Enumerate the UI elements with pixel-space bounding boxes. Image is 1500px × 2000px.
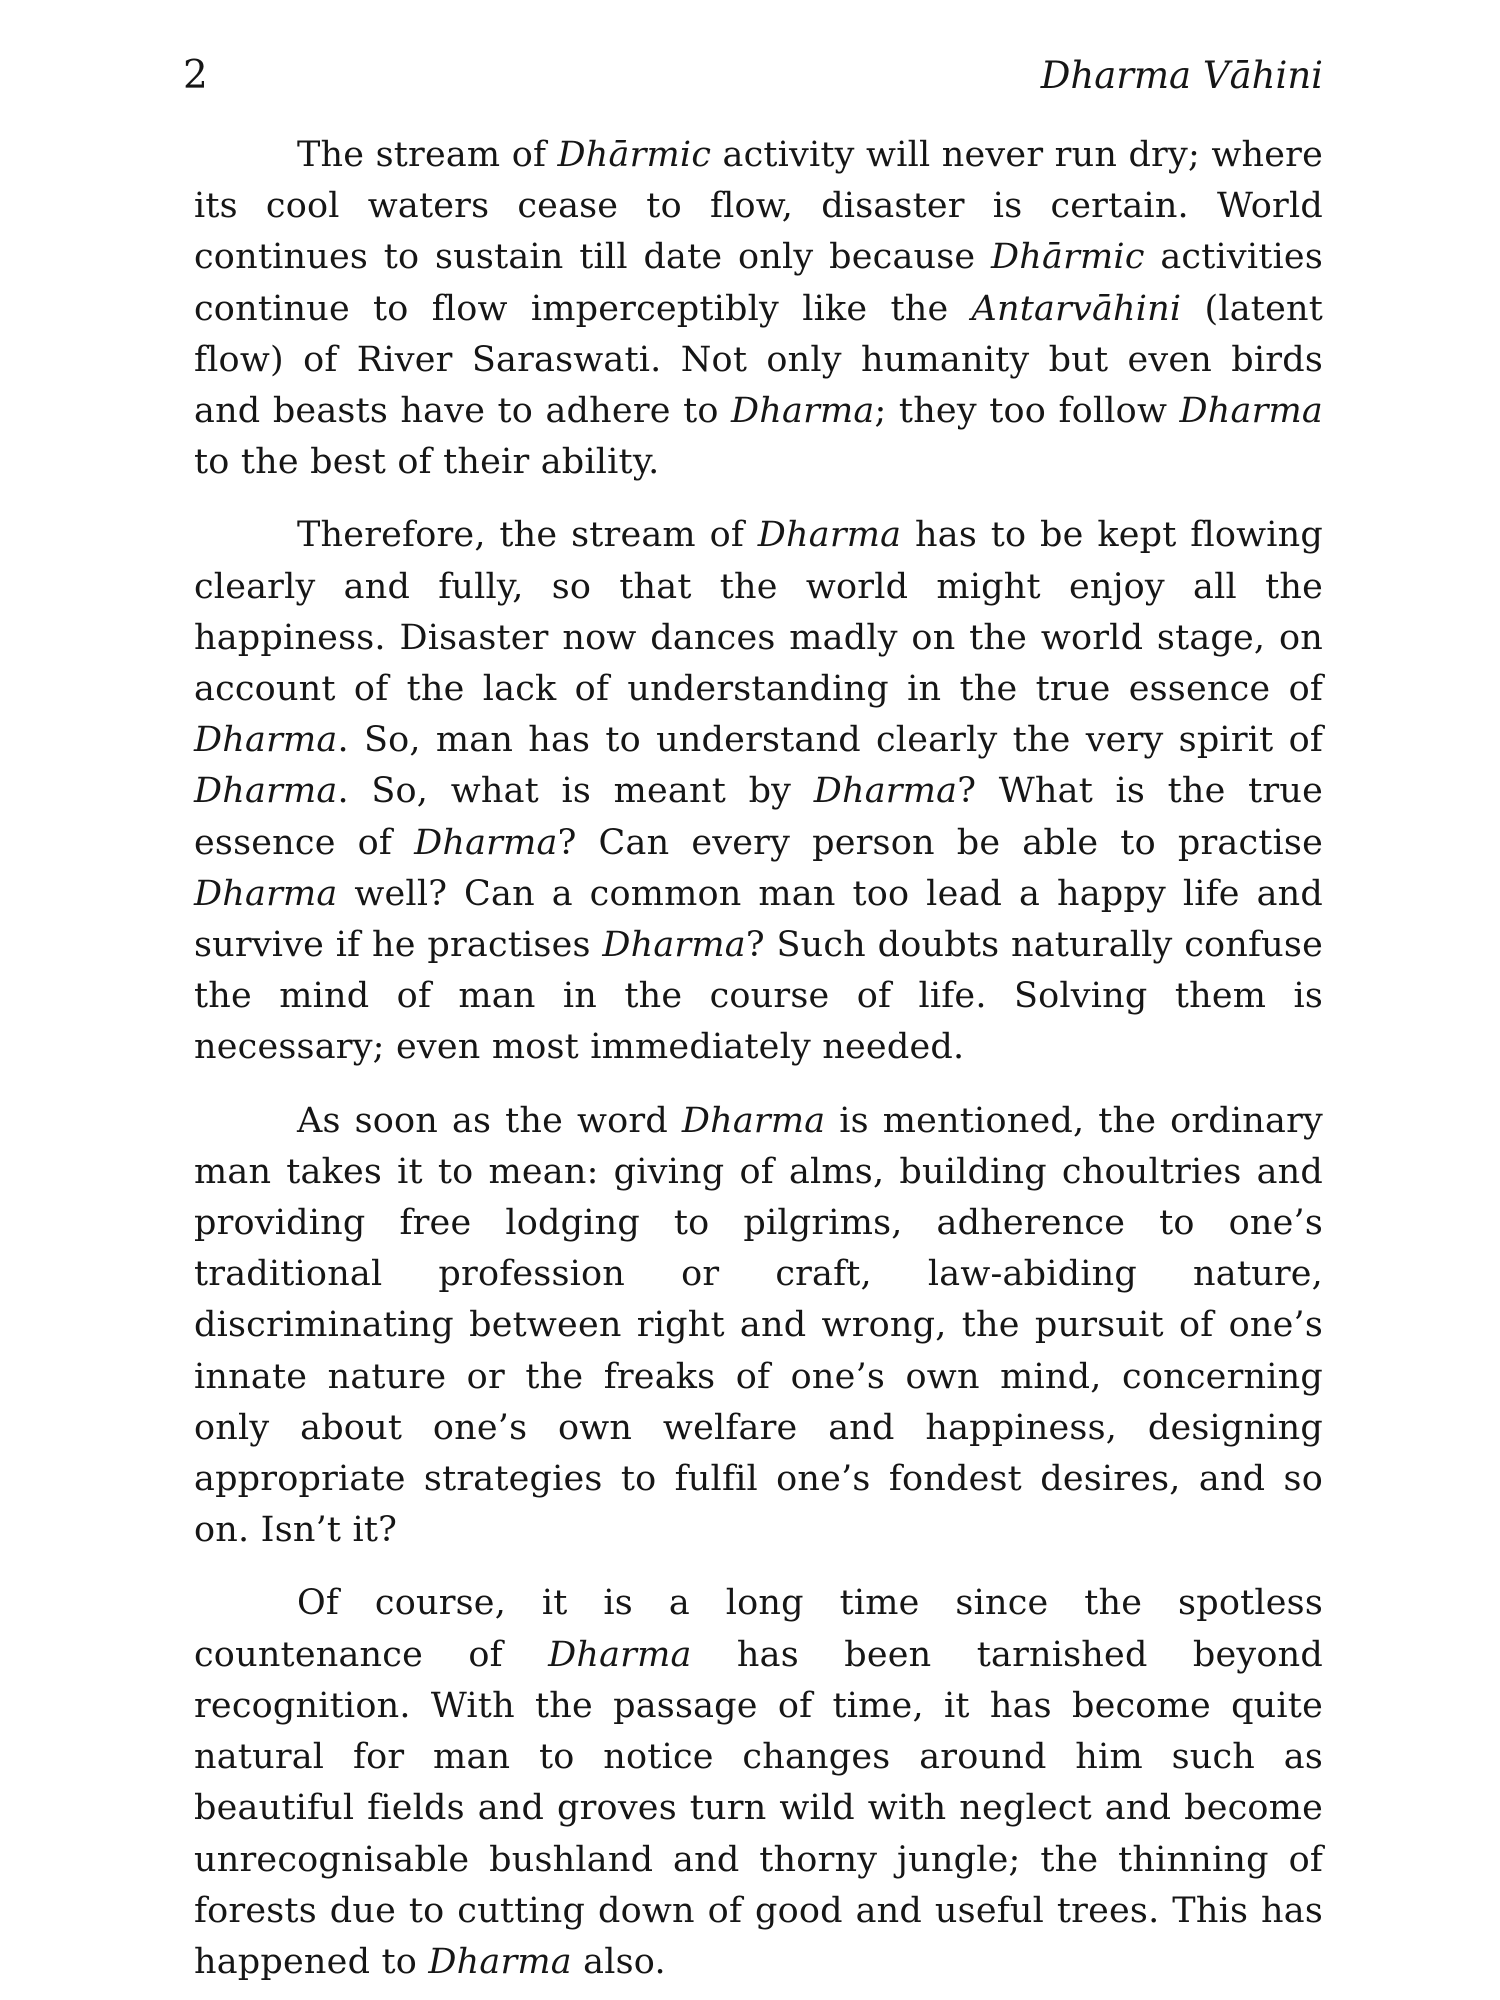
italic-term: Dhārmic — [991, 237, 1145, 278]
paragraph-3 — [194, 1096, 1323, 1557]
text-run: activities continue to flow imperceptibly like the — [194, 237, 1323, 329]
text-run: Therefore, the stream of — [297, 515, 758, 556]
paragraph-2 — [194, 510, 1323, 1073]
running-title: Dharma Vāhini — [1040, 54, 1323, 97]
italic-term: Dharma — [757, 515, 902, 556]
text-run: As soon as the word — [297, 1100, 682, 1141]
text-run: has to be kept flowing clearly and fully, so that the world might enjoy all the happiness. Disaster now dances madly on the world stage, on account of the lack of understanding in the true essence of — [194, 515, 1324, 710]
italic-term: Dharma — [1179, 391, 1323, 432]
paragraph-1 — [194, 130, 1323, 488]
text-run: is mentioned, the ordinary man takes it to mean: giving of alms, building choultries and providing free lodging to pilgrims, adherence to one’s traditional profession or craft, law-abiding nature, discriminating between right and wrong, the pursuit of one’s innate nature or the freaks of one’s own mind, concerning only about one’s own welfare and happiness, designing appropriate strategies to fulfil one’s fondest desires, and so on. Isn’t it? — [194, 1100, 1323, 1551]
paragraph-4 — [194, 1578, 1323, 1988]
text-run: ; they too follow — [874, 391, 1180, 432]
text-run: Of course, it is a long time since the spotless countenance of — [194, 1583, 1323, 1675]
text-run: . So, man has to understand clearly the very spirit of — [337, 720, 1323, 761]
text-run: well? Can a common man too lead a happy life and survive if he practises — [194, 873, 1323, 966]
italic-term: Dharma — [428, 1941, 572, 1982]
page-header — [183, 48, 1323, 108]
italic-term: Dharma — [731, 391, 875, 432]
italic-term: Dharma — [414, 822, 558, 863]
text-run: ? What is the true essence of — [194, 771, 1323, 863]
text-run: The stream of — [297, 135, 558, 175]
text-run: (latent flow) of River Saraswati. Not only humanity but even birds and beasts have to adhere to — [194, 288, 1323, 432]
italic-term: Dharma — [548, 1634, 692, 1675]
italic-term: Dharma — [813, 771, 958, 812]
text-run: has been tarnished beyond recognition. With the passage of time, it has become quite natural for man to notice changes around him such as beautiful fields and groves turn wild with neglect and become unrecognisable bushland and thorny jungle; the thinning of forests due to cutting down of good and useful trees. This has happened to — [194, 1634, 1324, 1982]
page-number: 2 — [183, 53, 208, 98]
text-run: . So, what is meant by — [337, 771, 814, 812]
italic-term: Dharma — [194, 771, 338, 812]
text-run: ? Can every person be able to practise — [557, 822, 1323, 863]
italic-term: Dharma — [602, 925, 746, 966]
text-run: to the best of their ability. — [194, 442, 660, 483]
italic-term: Dharma — [681, 1100, 826, 1141]
italic-term: Dhārmic — [557, 135, 712, 175]
italic-term: Antarvāhini — [971, 288, 1182, 329]
body-text — [194, 130, 1323, 1988]
text-run: activity will never run dry; where its cool waters cease to flow, disaster is certain. World continues to sustain till date only because — [194, 135, 1323, 278]
text-run: ? Such doubts naturally confuse the mind of man in the course of life. Solving them is necessary; even most immediately needed. — [194, 925, 1323, 1068]
italic-term: Dharma — [194, 720, 338, 761]
text-run: also. — [571, 1941, 666, 1982]
italic-term: Dharma — [194, 873, 338, 914]
